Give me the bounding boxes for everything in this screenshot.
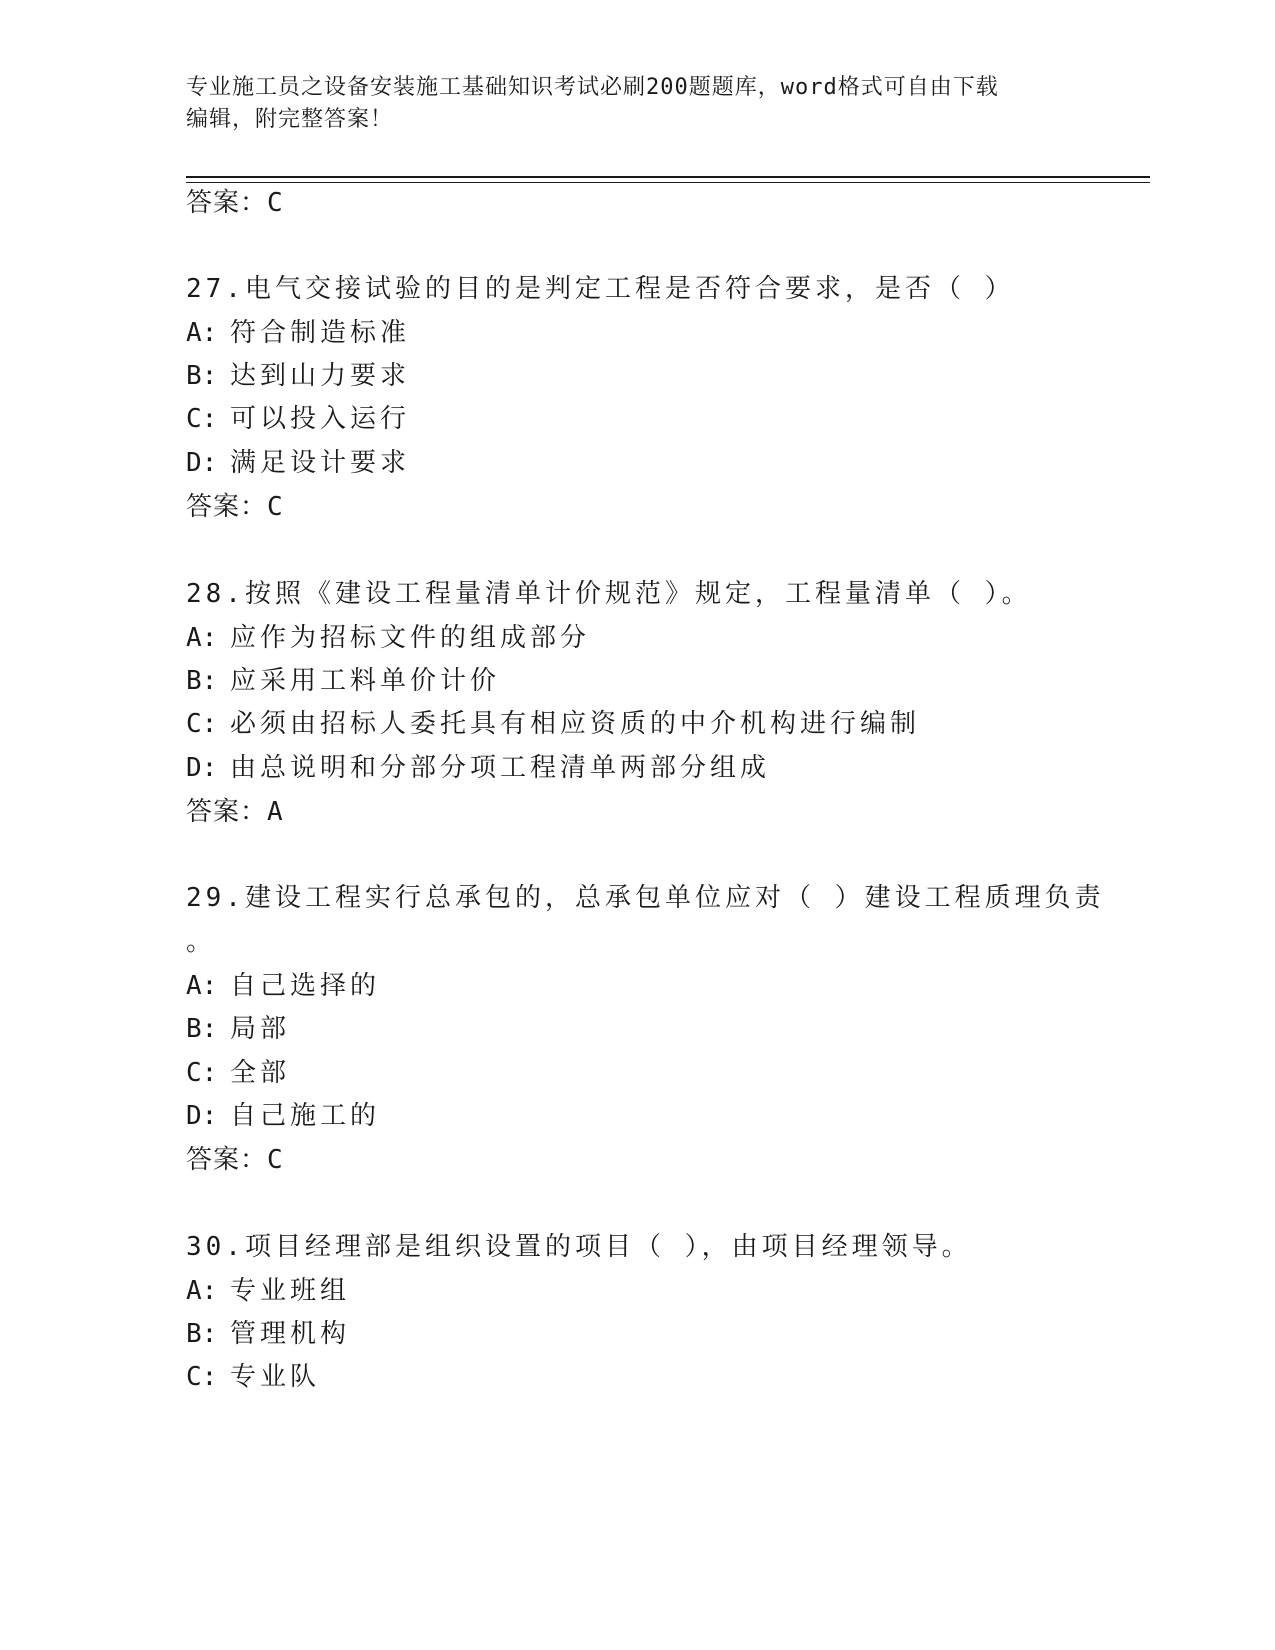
document-header bbox=[186, 72, 1066, 136]
option-label: A: bbox=[186, 1276, 218, 1306]
option-label: D: bbox=[186, 753, 218, 783]
option-text: 可以投入运行 bbox=[230, 404, 411, 434]
header-line-1: 专业施工员之设备安装施工基础知识考试必刷200题题库，word格式可自由下载 bbox=[186, 75, 999, 100]
q28-option-d bbox=[186, 751, 770, 785]
answer-prefix: 答案： bbox=[186, 188, 268, 218]
option-label: B: bbox=[186, 1014, 218, 1044]
option-text: 达到山力要求 bbox=[230, 361, 411, 391]
q29-option-c bbox=[186, 1056, 290, 1090]
option-text: 应作为招标文件的组成部分 bbox=[230, 623, 591, 653]
option-label: C: bbox=[186, 709, 218, 739]
option-label: B: bbox=[186, 361, 218, 391]
header-rule-thin bbox=[186, 182, 1150, 183]
option-label: A: bbox=[186, 971, 218, 1001]
q27-option-c bbox=[186, 402, 410, 436]
q28-option-b bbox=[186, 664, 500, 698]
option-text: 专业班组 bbox=[230, 1276, 351, 1306]
option-text: 满足设计要求 bbox=[230, 448, 411, 478]
question-29-text-continuation: 。 bbox=[186, 927, 217, 957]
option-text: 管理机构 bbox=[230, 1319, 351, 1349]
q27-option-a bbox=[186, 316, 410, 350]
q27-option-d bbox=[186, 446, 410, 480]
option-label: D: bbox=[186, 1101, 218, 1131]
q30-option-b bbox=[186, 1317, 350, 1351]
answer-line-q26 bbox=[186, 186, 283, 220]
option-text: 自己选择的 bbox=[230, 971, 381, 1001]
option-label: C: bbox=[186, 1362, 218, 1392]
answer-line-q28 bbox=[186, 795, 283, 829]
option-text: 局部 bbox=[230, 1014, 291, 1044]
option-text: 由总说明和分部分项工程清单两部分组成 bbox=[230, 753, 771, 783]
option-text: 专业队 bbox=[230, 1362, 321, 1392]
q28-option-a bbox=[186, 621, 590, 655]
answer-value: C bbox=[267, 1145, 283, 1175]
option-label: D: bbox=[186, 448, 218, 478]
answer-value: A bbox=[267, 797, 283, 827]
option-text: 必须由招标人委托具有相应资质的中介机构进行编制 bbox=[230, 709, 921, 739]
header-rule-thick bbox=[186, 176, 1150, 178]
q29-option-b bbox=[186, 1012, 290, 1046]
answer-prefix: 答案： bbox=[186, 797, 268, 827]
option-text: 自己施工的 bbox=[230, 1101, 381, 1131]
answer-value: C bbox=[267, 188, 283, 218]
q30-option-c bbox=[186, 1360, 320, 1394]
question-27-text: 27.电气交接试验的目的是判定工程是否符合要求，是否（ ） bbox=[186, 274, 1015, 304]
question-30-text: 30.项目经理部是组织设置的项目（ ），由项目经理领导。 bbox=[186, 1232, 972, 1262]
answer-value: C bbox=[267, 492, 283, 522]
answer-prefix: 答案： bbox=[186, 492, 268, 522]
answer-line-q27 bbox=[186, 490, 283, 524]
option-label: C: bbox=[186, 404, 218, 434]
option-text: 符合制造标准 bbox=[230, 318, 411, 348]
question-29-text: 29.建设工程实行总承包的，总承包单位应对（ ）建设工程质理负责 bbox=[186, 883, 1105, 913]
q30-option-a bbox=[186, 1274, 350, 1308]
option-label: B: bbox=[186, 666, 218, 696]
q27-option-b bbox=[186, 359, 410, 393]
q29-option-a bbox=[186, 969, 380, 1003]
question-28-text: 28.按照《建设工程量清单计价规范》规定，工程量清单（ ）。 bbox=[186, 579, 1032, 609]
option-text: 应采用工料单价计价 bbox=[230, 666, 501, 696]
q28-option-c bbox=[186, 707, 920, 741]
option-label: C: bbox=[186, 1058, 218, 1088]
option-label: A: bbox=[186, 318, 218, 348]
answer-prefix: 答案： bbox=[186, 1145, 268, 1175]
header-line-2: 编辑，附完整答案！ bbox=[186, 107, 394, 132]
option-label: B: bbox=[186, 1319, 218, 1349]
answer-line-q29 bbox=[186, 1143, 283, 1177]
q29-option-d bbox=[186, 1099, 380, 1133]
option-text: 全部 bbox=[230, 1058, 291, 1088]
option-label: A: bbox=[186, 623, 218, 653]
